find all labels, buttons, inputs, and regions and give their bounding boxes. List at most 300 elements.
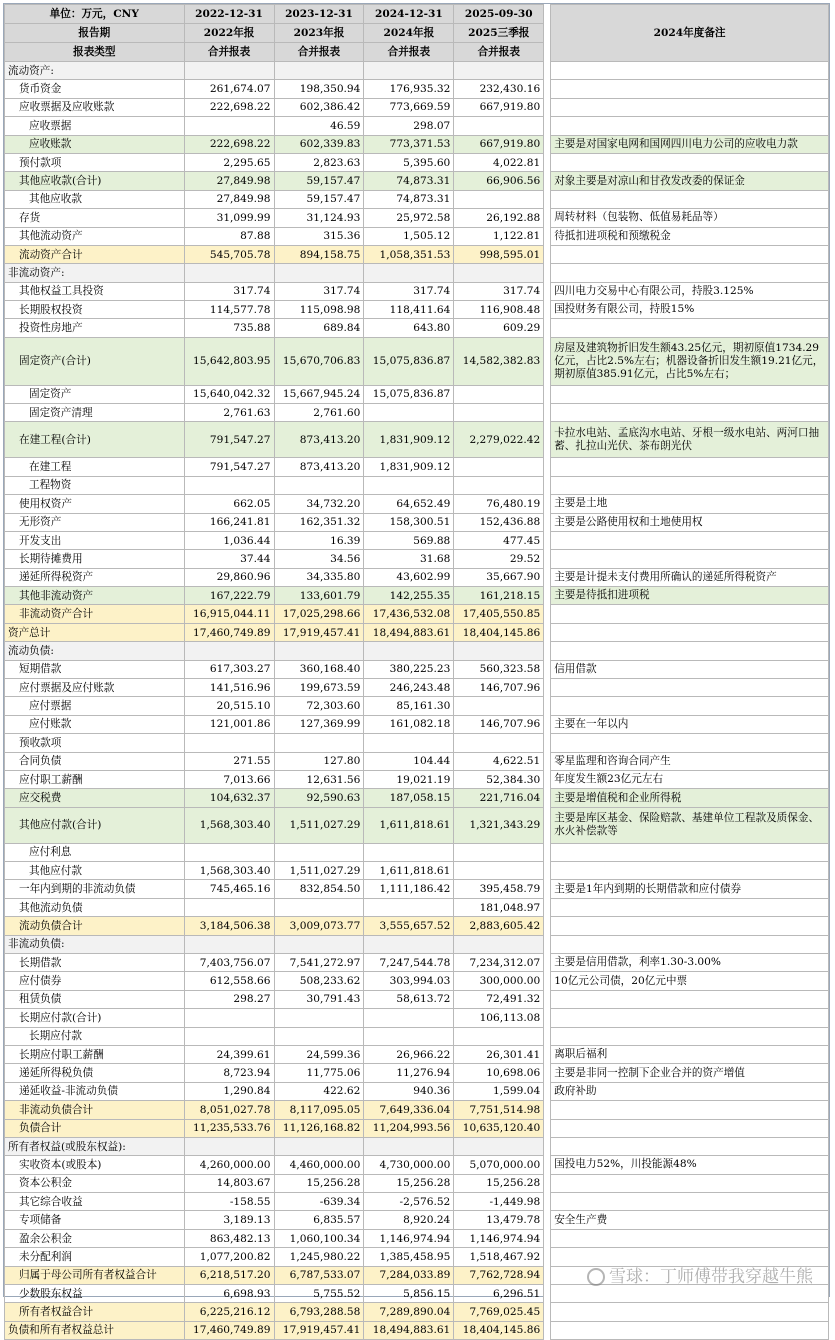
value-cell: 18,494,883.61 [364, 1321, 454, 1339]
note-cell [551, 531, 829, 549]
value-cell: 152,436.88 [454, 513, 544, 531]
row-label: 递延收益-非流动负债 [5, 1082, 185, 1100]
column-gap [544, 623, 551, 641]
table-row [5, 1119, 829, 1137]
column-gap [544, 1064, 551, 1082]
value-cell: 74,873.31 [364, 172, 454, 190]
column-gap [544, 422, 551, 458]
table-row [5, 209, 829, 227]
note-cell: 待抵扣进项税和预缴税金 [551, 227, 829, 245]
note-cell [551, 404, 829, 422]
note-cell [551, 62, 829, 80]
row-label: 流动负债: [5, 642, 185, 660]
value-cell [454, 734, 544, 752]
column-gap [544, 898, 551, 916]
value-cell: 3,555,657.52 [364, 917, 454, 935]
note-cell: 年度发生额23亿元左右 [551, 770, 829, 788]
snowball-logo-icon [587, 1268, 605, 1286]
value-cell: 4,460,000.00 [274, 1156, 364, 1174]
table-row [5, 117, 829, 135]
note-cell: 主要是库区基金、保险赔款、基建单位工程款及质保金、水火补偿款等 [551, 807, 829, 843]
value-cell: 15,256.28 [364, 1174, 454, 1192]
value-cell: 127.80 [274, 752, 364, 770]
table-row [5, 917, 829, 935]
note-cell [551, 917, 829, 935]
note-cell: 房屋及建筑物折旧发生额43.25亿元，期初原值1734.29亿元，占比2.5%左右；机器设备折旧发生额19.21亿元，期初原值385.91亿元，占比5%左右； [551, 337, 829, 385]
table-row [5, 62, 829, 80]
note-cell: 四川电力交易中心有限公司，持股3.125% [551, 282, 829, 300]
value-cell [274, 476, 364, 494]
row-label: 其他应收款(合计) [5, 172, 185, 190]
value-cell: 66,906.56 [454, 172, 544, 190]
value-cell: 1,511,027.29 [274, 862, 364, 880]
column-gap [544, 1156, 551, 1174]
value-cell [364, 1027, 454, 1045]
column-gap [544, 172, 551, 190]
row-label: 长期借款 [5, 953, 185, 971]
header-period-2024: 2024年报 [364, 24, 454, 43]
value-cell: 317.74 [454, 282, 544, 300]
row-label: 应付账款 [5, 715, 185, 733]
row-label: 负债合计 [5, 1119, 185, 1137]
row-label: 应收票据及应收账款 [5, 98, 185, 116]
table-row [5, 935, 829, 953]
table-row [5, 135, 829, 153]
value-cell: 7,649,336.04 [364, 1101, 454, 1119]
table-row [5, 1064, 829, 1082]
row-label: 存货 [5, 209, 185, 227]
header-date-2024: 2024-12-31 [364, 5, 454, 24]
table-row [5, 227, 829, 245]
column-gap [544, 264, 551, 282]
column-gap [544, 1101, 551, 1119]
column-gap [544, 301, 551, 319]
value-cell: 6,698.93 [184, 1285, 274, 1303]
table-row [5, 495, 829, 513]
column-gap [544, 1119, 551, 1137]
column-gap [544, 587, 551, 605]
value-cell: 26,301.41 [454, 1045, 544, 1063]
column-gap [544, 227, 551, 245]
row-label: 少数股东权益 [5, 1285, 185, 1303]
value-cell: 2,295.65 [184, 153, 274, 171]
value-cell: 25,972.58 [364, 209, 454, 227]
value-cell [184, 117, 274, 135]
value-cell: 222,698.22 [184, 135, 274, 153]
value-cell: 1,111,186.42 [364, 880, 454, 898]
row-label: 其他应收款 [5, 190, 185, 208]
value-cell: 7,762,728.94 [454, 1266, 544, 1284]
value-cell: 1,058,351.53 [364, 245, 454, 263]
note-cell [551, 1174, 829, 1192]
row-label: 流动负债合计 [5, 917, 185, 935]
value-cell: 222,698.22 [184, 98, 274, 116]
row-label: 长期股权投资 [5, 301, 185, 319]
column-gap [544, 697, 551, 715]
header-type-2023: 合并报表 [274, 43, 364, 62]
value-cell: 74,873.31 [364, 190, 454, 208]
value-cell: 17,436,532.08 [364, 605, 454, 623]
column-gap [544, 770, 551, 788]
table-row [5, 1321, 829, 1339]
value-cell: 18,494,883.61 [364, 623, 454, 641]
row-label: 所有者权益(或股东权益): [5, 1137, 185, 1155]
value-cell: 17,460,749.89 [184, 1321, 274, 1339]
value-cell: 1,611,818.61 [364, 862, 454, 880]
column-gap [544, 550, 551, 568]
note-cell: 安全生产费 [551, 1211, 829, 1229]
value-cell: 2,823.63 [274, 153, 364, 171]
value-cell: 199,673.59 [274, 679, 364, 697]
row-label: 固定资产(合计) [5, 337, 185, 385]
note-cell [551, 153, 829, 171]
value-cell [454, 862, 544, 880]
value-cell: 104.44 [364, 752, 454, 770]
value-cell: 569.88 [364, 531, 454, 549]
row-label: 预付款项 [5, 153, 185, 171]
value-cell: 27,849.98 [184, 172, 274, 190]
note-cell: 对象主要是对凉山和甘孜发改委的保证金 [551, 172, 829, 190]
balance-sheet-table [4, 4, 829, 1340]
row-label: 无形资产 [5, 513, 185, 531]
value-cell: 161,218.15 [454, 587, 544, 605]
value-cell: 118,411.64 [364, 301, 454, 319]
value-cell: 8,117,095.05 [274, 1101, 364, 1119]
value-cell: 2,761.63 [184, 404, 274, 422]
value-cell: 791,547.27 [184, 422, 274, 458]
value-cell [184, 62, 274, 80]
column-gap [544, 1045, 551, 1063]
value-cell: 43,602.99 [364, 568, 454, 586]
value-cell: 735.88 [184, 319, 274, 337]
value-cell: 15,670,706.83 [274, 337, 364, 385]
row-label: 长期应付职工薪酬 [5, 1045, 185, 1063]
note-cell [551, 458, 829, 476]
value-cell: 35,667.90 [454, 568, 544, 586]
column-gap [544, 1009, 551, 1027]
row-label: 应收票据 [5, 117, 185, 135]
value-cell: 198,350.94 [274, 80, 364, 98]
value-cell: 16.39 [274, 531, 364, 549]
value-cell [184, 476, 274, 494]
row-label: 其他流动负债 [5, 898, 185, 916]
value-cell: 187,058.15 [364, 789, 454, 807]
note-cell [551, 898, 829, 916]
note-cell: 主要是信用借款，利率1.30-3.00% [551, 953, 829, 971]
note-cell [551, 550, 829, 568]
value-cell: 667,919.80 [454, 98, 544, 116]
row-label: 短期借款 [5, 660, 185, 678]
note-cell [551, 1137, 829, 1155]
value-cell: 11,204,993.56 [364, 1119, 454, 1137]
note-cell: 主要是1年内到期的长期借款和应付债券 [551, 880, 829, 898]
value-cell: 3,009,073.77 [274, 917, 364, 935]
table-row [5, 697, 829, 715]
row-label: 盈余公积金 [5, 1229, 185, 1247]
column-gap [544, 660, 551, 678]
column-gap [544, 789, 551, 807]
value-cell: 2,761.60 [274, 404, 364, 422]
value-cell: 31,124.93 [274, 209, 364, 227]
column-gap [544, 1137, 551, 1155]
value-cell: 508,233.62 [274, 972, 364, 990]
value-cell: 1,036.44 [184, 531, 274, 549]
row-label: 货币资金 [5, 80, 185, 98]
column-gap [544, 513, 551, 531]
value-cell: 7,234,312.07 [454, 953, 544, 971]
note-cell [551, 623, 829, 641]
value-cell: 317.74 [184, 282, 274, 300]
column-gap [544, 752, 551, 770]
note-cell [551, 1101, 829, 1119]
value-cell: 133,601.79 [274, 587, 364, 605]
value-cell: 1,611,818.61 [364, 807, 454, 843]
column-gap [544, 458, 551, 476]
note-cell [551, 605, 829, 623]
row-label: 实收资本(或股本) [5, 1156, 185, 1174]
value-cell: 114,577.78 [184, 301, 274, 319]
value-cell: 4,260,000.00 [184, 1156, 274, 1174]
row-label: 应付票据及应付账款 [5, 679, 185, 697]
value-cell: 11,276.94 [364, 1064, 454, 1082]
value-cell [454, 843, 544, 861]
column-gap [544, 605, 551, 623]
watermark-text: 雪球：丁师傅带我穿越牛熊 [609, 1267, 813, 1287]
row-label: 一年内到期的非流动负债 [5, 880, 185, 898]
column-gap [544, 917, 551, 935]
column-gap [544, 5, 551, 62]
value-cell: 6,225,216.12 [184, 1303, 274, 1321]
table-row [5, 1174, 829, 1192]
note-cell: 10亿元公司债，20亿元中票 [551, 972, 829, 990]
value-cell: 1,511,027.29 [274, 807, 364, 843]
table-row [5, 1027, 829, 1045]
table-row [5, 1045, 829, 1063]
value-cell [454, 62, 544, 80]
table-row [5, 1193, 829, 1211]
table-row [5, 98, 829, 116]
value-cell: 8,723.94 [184, 1064, 274, 1082]
table-row [5, 953, 829, 971]
value-cell [184, 1009, 274, 1027]
table-row [5, 990, 829, 1008]
value-cell: 303,994.03 [364, 972, 454, 990]
row-label: 开发支出 [5, 531, 185, 549]
row-label: 所有者权益合计 [5, 1303, 185, 1321]
value-cell [184, 935, 274, 953]
value-cell: 30,791.43 [274, 990, 364, 1008]
row-label: 流动资产: [5, 62, 185, 80]
column-gap [544, 843, 551, 861]
column-gap [544, 1193, 551, 1211]
value-cell: 58,613.72 [364, 990, 454, 1008]
header-period-2025: 2025三季报 [454, 24, 544, 43]
table-row [5, 190, 829, 208]
header-date-2023: 2023-12-31 [274, 5, 364, 24]
value-cell [454, 476, 544, 494]
table-row [5, 568, 829, 586]
value-cell [454, 697, 544, 715]
row-label: 其它综合收益 [5, 1193, 185, 1211]
value-cell: 5,755.52 [274, 1285, 364, 1303]
note-cell: 卡拉水电站、孟底沟水电站、牙根一级水电站、两河口抽蓄、扎拉山光伏、茶布朗光伏 [551, 422, 829, 458]
value-cell: 26,192.88 [454, 209, 544, 227]
value-cell: 167,222.79 [184, 587, 274, 605]
note-cell [551, 1285, 829, 1303]
note-cell [551, 476, 829, 494]
value-cell: 34,335.80 [274, 568, 364, 586]
note-cell [551, 697, 829, 715]
table-row [5, 513, 829, 531]
value-cell: 15,075,836.87 [364, 337, 454, 385]
value-cell: -639.34 [274, 1193, 364, 1211]
value-cell: 59,157.47 [274, 190, 364, 208]
column-gap [544, 282, 551, 300]
value-cell: 11,126,168.82 [274, 1119, 364, 1137]
note-cell: 主要是非同一控制下企业合并的资产增值 [551, 1064, 829, 1082]
header-period-2022: 2022年报 [184, 24, 274, 43]
table-row [5, 642, 829, 660]
value-cell: 127,369.99 [274, 715, 364, 733]
value-cell: 5,856.15 [364, 1285, 454, 1303]
row-label: 投资性房地产 [5, 319, 185, 337]
value-cell [454, 190, 544, 208]
value-cell [454, 642, 544, 660]
row-label: 非流动资产: [5, 264, 185, 282]
value-cell: 545,705.78 [184, 245, 274, 263]
value-cell: 17,919,457.41 [274, 623, 364, 641]
value-cell: 52,384.30 [454, 770, 544, 788]
value-cell: 64,652.49 [364, 495, 454, 513]
note-cell [551, 98, 829, 116]
row-label: 资产总计 [5, 623, 185, 641]
table-row [5, 531, 829, 549]
period-label: 报告期 [5, 24, 185, 43]
value-cell: 1,831,909.12 [364, 422, 454, 458]
value-cell: 609.29 [454, 319, 544, 337]
value-cell: 602,386.42 [274, 98, 364, 116]
row-label: 租赁负债 [5, 990, 185, 1008]
value-cell: 31.68 [364, 550, 454, 568]
value-cell: 14,803.67 [184, 1174, 274, 1192]
value-cell: 317.74 [364, 282, 454, 300]
note-cell: 主要是对国家电网和国网四川电力公司的应收电力款 [551, 135, 829, 153]
note-cell [551, 862, 829, 880]
table-row [5, 80, 829, 98]
column-gap [544, 953, 551, 971]
value-cell: 14,582,382.83 [454, 337, 544, 385]
row-label: 其他权益工具投资 [5, 282, 185, 300]
value-cell: 115,098.98 [274, 301, 364, 319]
column-gap [544, 880, 551, 898]
table-row [5, 752, 829, 770]
value-cell: 477.45 [454, 531, 544, 549]
value-cell [454, 935, 544, 953]
value-cell: 72,491.32 [454, 990, 544, 1008]
value-cell [184, 264, 274, 282]
value-cell: 15,640,042.32 [184, 385, 274, 403]
value-cell: 395,458.79 [454, 880, 544, 898]
note-cell: 主要是增值税和企业所得税 [551, 789, 829, 807]
header-period-2023: 2023年报 [274, 24, 364, 43]
column-gap [544, 1027, 551, 1045]
value-cell: 1,146,974.94 [454, 1229, 544, 1247]
value-cell: 232,430.16 [454, 80, 544, 98]
value-cell: 689.84 [274, 319, 364, 337]
value-cell: 315.36 [274, 227, 364, 245]
column-gap [544, 1229, 551, 1247]
value-cell: 7,751,514.98 [454, 1101, 544, 1119]
value-cell [274, 1009, 364, 1027]
value-cell: 26,966.22 [364, 1045, 454, 1063]
value-cell: 5,070,000.00 [454, 1156, 544, 1174]
value-cell: 76,480.19 [454, 495, 544, 513]
row-label: 资本公积金 [5, 1174, 185, 1192]
value-cell: 6,793,288.58 [274, 1303, 364, 1321]
value-cell [364, 62, 454, 80]
value-cell: 17,025,298.66 [274, 605, 364, 623]
table-row [5, 587, 829, 605]
value-cell: 15,667,945.24 [274, 385, 364, 403]
note-cell [551, 1229, 829, 1247]
value-cell: 1,321,343.29 [454, 807, 544, 843]
column-gap [544, 495, 551, 513]
value-cell [184, 734, 274, 752]
column-gap [544, 153, 551, 171]
header-date-2025: 2025-09-30 [454, 5, 544, 24]
value-cell: 2,279,022.42 [454, 422, 544, 458]
value-cell: 11,775.06 [274, 1064, 364, 1082]
value-cell: 16,915,044.11 [184, 605, 274, 623]
value-cell: 116,908.48 [454, 301, 544, 319]
note-cell: 主要是待抵扣进项税 [551, 587, 829, 605]
unit-label: 单位：万元，CNY [5, 5, 185, 24]
value-cell: 667,919.80 [454, 135, 544, 153]
value-cell: 643.80 [364, 319, 454, 337]
value-cell: 29,860.96 [184, 568, 274, 586]
value-cell: 1,245,980.22 [274, 1248, 364, 1266]
value-cell: 6,835.57 [274, 1211, 364, 1229]
column-gap [544, 734, 551, 752]
column-gap [544, 679, 551, 697]
table-row [5, 880, 829, 898]
value-cell: 72,303.60 [274, 697, 364, 715]
note-cell [551, 1193, 829, 1211]
value-cell: 940.36 [364, 1082, 454, 1100]
value-cell: 1,831,909.12 [364, 458, 454, 476]
table-row [5, 623, 829, 641]
value-cell: 15,256.28 [274, 1174, 364, 1192]
table-row [5, 789, 829, 807]
note-cell: 离职后福利 [551, 1045, 829, 1063]
value-cell: 104,632.37 [184, 789, 274, 807]
value-cell: 4,022.81 [454, 153, 544, 171]
value-cell [184, 843, 274, 861]
value-cell: 141,516.96 [184, 679, 274, 697]
value-cell [274, 734, 364, 752]
table-row [5, 301, 829, 319]
header-type-2022: 合并报表 [184, 43, 274, 62]
value-cell: 146,707.96 [454, 715, 544, 733]
table-row [5, 1211, 829, 1229]
watermark [587, 1262, 813, 1287]
value-cell: 17,919,457.41 [274, 1321, 364, 1339]
table-row [5, 282, 829, 300]
table-row [5, 1137, 829, 1155]
value-cell: -2,576.52 [364, 1193, 454, 1211]
value-cell: 7,403,756.07 [184, 953, 274, 971]
value-cell [454, 1027, 544, 1045]
